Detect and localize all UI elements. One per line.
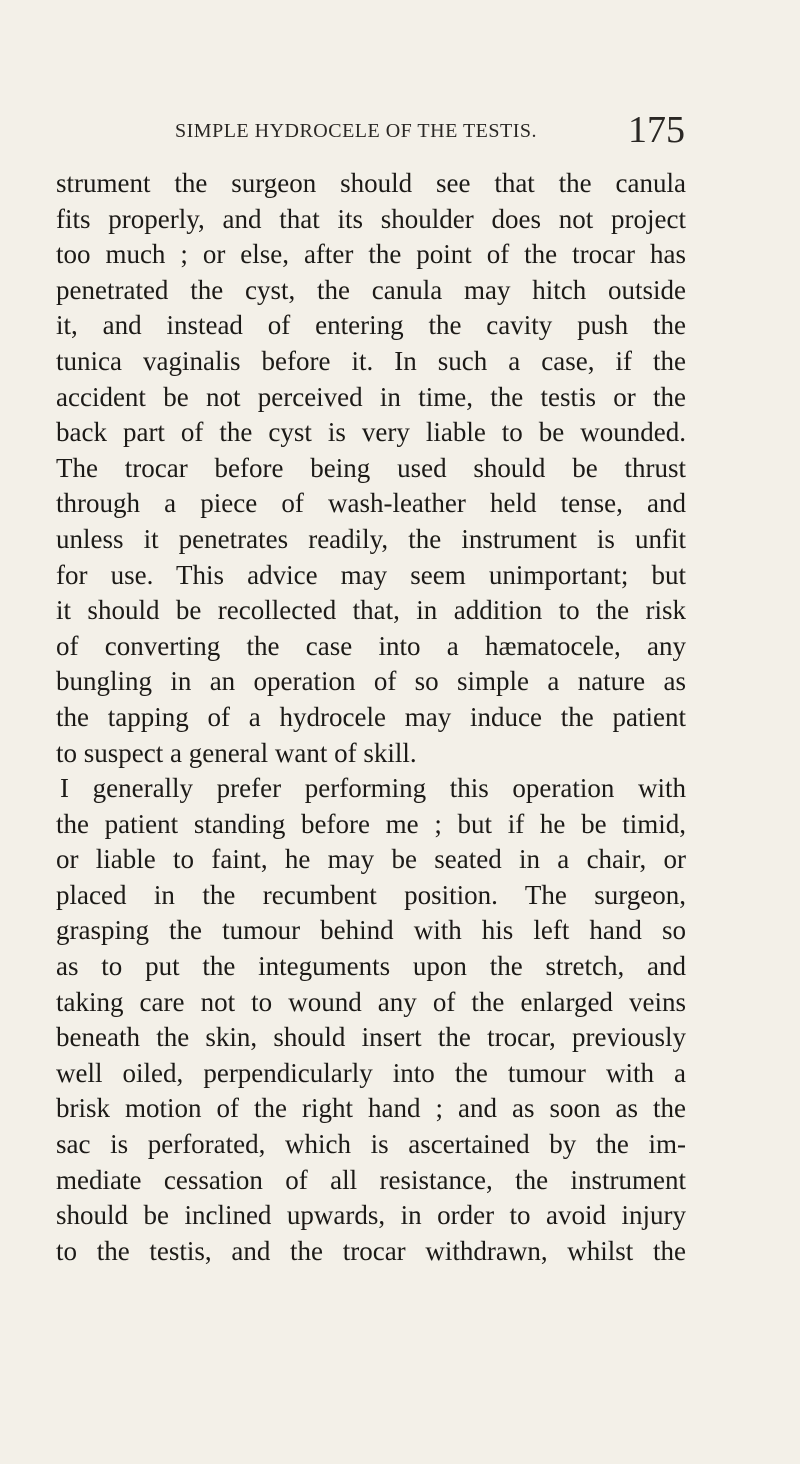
text-line: The trocar before being used should be thrust — [56, 452, 686, 483]
text-line: as to put the integuments upon the stretch, and — [56, 951, 686, 982]
text-line: should be inclined upwards, in order to avoid injury — [56, 1200, 686, 1231]
text-line: strument the surgeon should see that the canula — [56, 168, 686, 198]
text-line: placed in the recumbent position. The surgeon, — [56, 879, 686, 910]
text-line: it should be recollected that, in addition to the risk — [56, 595, 686, 626]
running-head — [175, 109, 685, 158]
text-line: through a piece of wash-leather held tense, and — [56, 488, 686, 519]
text-line: of converting the case into a hæmatocele, any — [56, 630, 686, 661]
text-line: grasping the tumour behind with his left hand so — [56, 915, 686, 946]
text-line: beneath the skin, should insert the trocar, previously — [56, 1022, 686, 1053]
body-text — [56, 166, 686, 1269]
text-line: unless it penetrates readily, the instrument is unfit — [56, 523, 686, 554]
text-line: brisk motion of the right hand ; and as soon as the — [56, 1093, 686, 1124]
text-line: back part of the cyst is very liable to be wounded. — [56, 417, 686, 448]
text-line: or liable to faint, he may be seated in a chair, or — [56, 844, 686, 875]
text-line: the patient standing before me ; but if he be timid, — [56, 808, 686, 839]
text-line: the tapping of a hydrocele may induce the patient — [56, 701, 686, 732]
text-line: well oiled, perpendicularly into the tumour with a — [56, 1057, 686, 1088]
page-number: 175 — [628, 109, 685, 151]
text-line: to suspect a general want of skill. — [56, 737, 417, 768]
running-title: SIMPLE HYDROCELE OF THE TESTIS. — [175, 120, 538, 142]
text-line: penetrated the cyst, the canula may hitch outside — [56, 274, 686, 305]
text-line: I generally prefer performing this operation with — [60, 773, 686, 804]
text-line: taking care not to wound any of the enlarged veins — [56, 986, 686, 1017]
text-line: mediate cessation of all resistance, the instrument — [56, 1164, 686, 1195]
text-line: to the testis, and the trocar withdrawn, whilst the — [56, 1235, 686, 1266]
text-line: tunica vaginalis before it. In such a case, if the — [56, 345, 686, 376]
text-line: bungling in an operation of so simple a nature as — [56, 666, 686, 697]
text-line: it, and instead of entering the cavity push the — [56, 310, 686, 341]
text-line: too much ; or else, after the point of the trocar has — [56, 239, 686, 270]
text-line: for use. This advice may seem unimportant; but — [56, 559, 686, 590]
text-line: sac is perforated, which is ascertained by the im- — [56, 1129, 686, 1160]
text-line: fits properly, and that its shoulder does not project — [56, 203, 686, 234]
text-line: accident be not perceived in time, the testis or the — [56, 381, 686, 412]
